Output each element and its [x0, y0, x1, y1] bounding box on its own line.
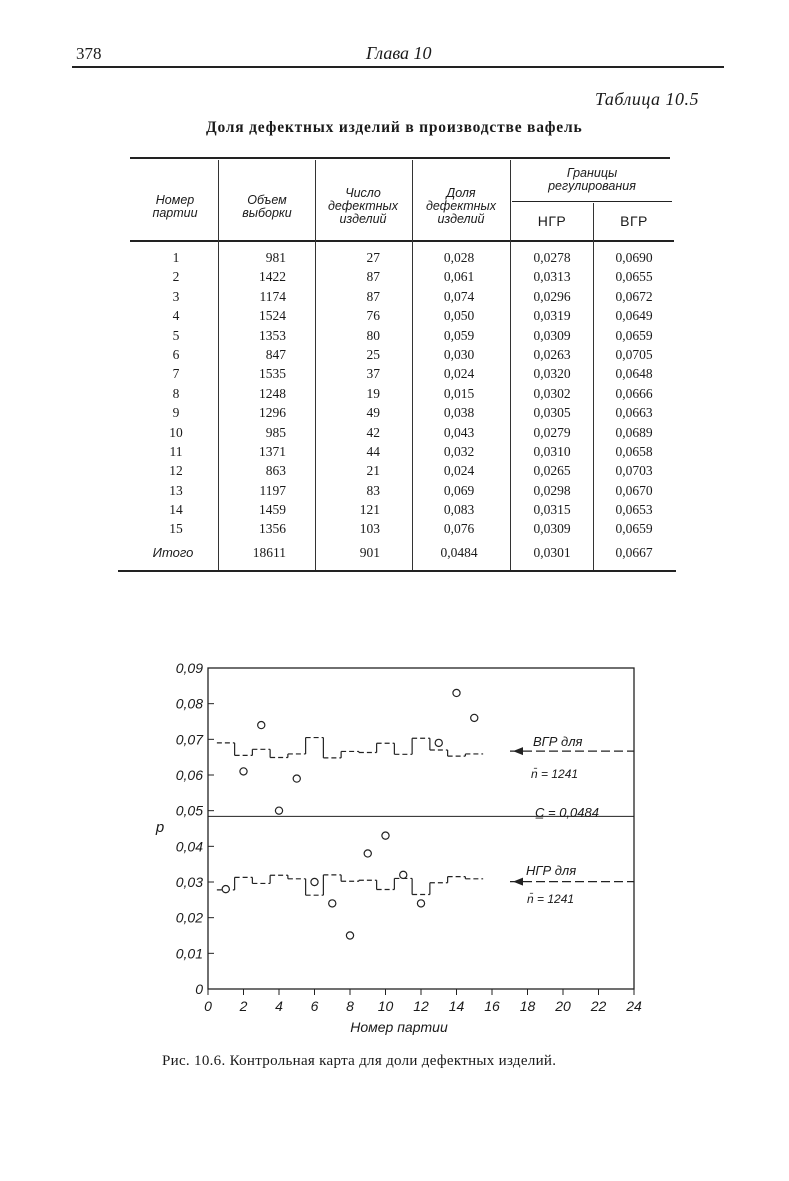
x-tick-label: 16	[484, 998, 500, 1014]
data-point	[329, 900, 336, 907]
defect-fraction-cell: 0,028	[443, 250, 475, 265]
y-tick-label: 0,05	[175, 802, 203, 819]
defect-fraction-cell: 0,059	[443, 327, 475, 343]
sample-size-cell: 1248	[259, 385, 286, 401]
lcl-arrow	[513, 878, 523, 886]
data-point	[364, 850, 371, 857]
defect-fraction-cell: 0,038	[443, 405, 475, 421]
defect-fraction-cell: 0,074	[443, 288, 475, 304]
y-tick-label: 0	[195, 981, 203, 997]
ucl-cell: 0,0649	[615, 308, 653, 324]
x-tick-label: 2	[239, 998, 248, 1014]
y-tick-label: 0,03	[175, 874, 203, 890]
ucl-cell: 0,0655	[615, 269, 653, 285]
data-point	[435, 739, 442, 746]
batch-cell: 13	[169, 482, 183, 498]
batch-cell: 2	[172, 269, 180, 285]
defect-fraction-cell: 0,043	[443, 424, 475, 440]
ucl-cell: 0,0658	[615, 443, 653, 459]
batch-cell: 3	[172, 288, 180, 304]
batch-cell: 10	[169, 424, 183, 440]
lcl-cell: 0,0320	[533, 366, 571, 382]
sample-size-cell: 1197	[259, 482, 286, 498]
x-tick-label: 12	[413, 998, 429, 1014]
data-point	[382, 832, 389, 839]
batch-cell: 1	[172, 250, 180, 265]
sample-size-cell: 1174	[259, 288, 286, 304]
sample-size-cell: 1353	[259, 327, 286, 343]
batch-cell: 7	[172, 366, 180, 382]
ucl-cell: 0,0648	[615, 366, 653, 382]
ucl-cell: 0,0672	[615, 288, 653, 304]
defect-count-cell: 37	[366, 366, 380, 382]
total-defects: 901	[359, 545, 380, 560]
ucl-arrow	[513, 747, 523, 755]
y-tick-label: 0,08	[175, 695, 203, 712]
defect-fraction-cell: 0,030	[443, 346, 475, 362]
data-point	[346, 932, 353, 939]
header-defect-count: Число дефектных изделий	[327, 186, 399, 226]
lcl-cell: 0,0309	[533, 327, 571, 343]
table-title: Доля дефектных изделий в производстве вафель	[206, 119, 583, 136]
y-tick-label: 0,06	[175, 767, 203, 783]
defect-fraction-cell: 0,024	[443, 463, 475, 479]
lcl-cell: 0,0279	[533, 424, 571, 440]
ucl-cell: 0,0670	[615, 482, 653, 498]
ucl-cell: 0,0659	[615, 521, 653, 537]
ucl-cell: 0,0703	[615, 463, 653, 479]
lcl-cell: 0,0296	[533, 288, 571, 304]
lcl-annotation-n: n̄ = 1241	[527, 892, 575, 906]
ucl-cell: 0,0689	[615, 424, 653, 440]
data-point	[400, 871, 407, 878]
lcl-cell: 0,0309	[533, 521, 571, 537]
x-tick-label: 6	[310, 998, 319, 1014]
page-number: 378	[76, 44, 102, 63]
y-tick-label: 0,01	[175, 945, 203, 962]
batch-cell: 8	[172, 385, 180, 401]
ucl-cell: 0,0690	[615, 250, 653, 265]
lcl-cell: 0,0278	[533, 250, 571, 265]
defect-fraction-cell: 0,050	[443, 308, 475, 324]
lcl-cell: 0,0265	[533, 463, 571, 479]
x-tick-label: 8	[346, 998, 354, 1014]
defect-fraction-cell: 0,061	[443, 269, 475, 285]
lcl-cell: 0,0305	[533, 405, 571, 421]
y-tick-label: 0,09	[175, 660, 203, 676]
sample-size-cell: 985	[265, 424, 286, 440]
data-point	[240, 768, 247, 775]
defect-fraction-cell: 0,024	[443, 366, 475, 382]
ucl-cell: 0,0663	[615, 405, 653, 421]
defect-fraction-cell: 0,083	[443, 502, 475, 518]
data-point	[417, 900, 424, 907]
sample-size-cell: 863	[265, 463, 286, 479]
y-tick-label: 0,04	[175, 838, 203, 855]
lcl-cell: 0,0313	[533, 269, 571, 285]
ucl-cell: 0,0666	[615, 385, 653, 401]
header-lcl: НГР	[537, 213, 567, 229]
batch-cell: 12	[169, 463, 183, 479]
x-tick-label: 20	[555, 998, 571, 1014]
total-sample: 18611	[252, 545, 286, 560]
defect-fraction-cell: 0,069	[443, 482, 475, 498]
x-tick-label: 4	[275, 998, 283, 1014]
lcl-cell: 0,0302	[533, 385, 571, 401]
ucl-cell: 0,0705	[615, 346, 653, 362]
header-ucl: ВГР	[620, 213, 648, 229]
lcl-cell: 0,0315	[533, 502, 571, 518]
total-label: Итого	[152, 545, 194, 560]
center-annotation: C̲ = 0,0484	[535, 805, 599, 820]
chapter-title: Глава 10	[366, 43, 432, 63]
defect-fraction-cell: 0,015	[443, 385, 475, 401]
sample-size-cell: 1296	[259, 405, 286, 421]
data-point	[275, 807, 282, 814]
batch-cell: 4	[172, 308, 180, 324]
ucl-annotation-title: ВГР для	[533, 734, 583, 749]
x-tick-label: 14	[448, 998, 465, 1014]
data-point	[471, 714, 478, 721]
data-point	[293, 775, 300, 782]
defect-count-cell: 25	[366, 346, 380, 362]
lcl-cell: 0,0298	[533, 482, 571, 498]
y-tick-label: 0,02	[175, 909, 203, 926]
defect-fraction-cell: 0,032	[443, 443, 475, 459]
lcl-cell: 0,0310	[533, 443, 571, 459]
defect-count-cell: 44	[366, 443, 380, 459]
batch-cell: 6	[172, 346, 180, 362]
defect-count-cell: 80	[366, 327, 380, 343]
defect-count-cell: 49	[366, 405, 380, 421]
x-axis-label: Номер партии	[350, 1019, 448, 1035]
sample-size-cell: 1422	[259, 269, 286, 285]
total-lcl: 0,0301	[533, 545, 571, 560]
sample-size-cell: 1371	[259, 443, 286, 459]
x-tick-label: 10	[377, 998, 394, 1014]
x-tick-label: 24	[626, 998, 642, 1014]
defect-count-cell: 87	[366, 288, 380, 304]
batch-cell: 11	[169, 443, 183, 459]
lcl-annotation-title: НГР для	[526, 863, 577, 878]
ucl-cell: 0,0659	[615, 327, 653, 343]
table-number: Таблица 10.5	[595, 89, 700, 109]
defect-count-cell: 27	[366, 250, 380, 265]
defect-count-cell: 121	[359, 502, 380, 518]
ucl-cell: 0,0653	[615, 502, 653, 518]
total-fraction: 0,0484	[440, 545, 478, 560]
header-defect-fraction: Доля дефектных изделий	[425, 186, 497, 226]
plot-frame	[208, 668, 634, 989]
defect-count-cell: 83	[366, 482, 380, 498]
header-sample-size: Объем выборки	[242, 193, 292, 220]
defect-count-cell: 76	[366, 308, 380, 324]
defect-count-cell: 21	[366, 463, 380, 479]
x-tick-label: 0	[204, 998, 212, 1014]
batch-cell: 14	[169, 502, 183, 518]
defect-count-cell: 103	[359, 521, 380, 537]
header-control-limits: Границы регулирования	[548, 166, 636, 193]
batch-cell: 5	[172, 327, 180, 343]
lcl-cell: 0,0319	[533, 308, 571, 324]
ucl-annotation-n: n̄ = 1241	[531, 767, 579, 781]
sample-size-cell: 1459	[259, 502, 286, 518]
data-point	[222, 886, 229, 893]
data-point	[258, 721, 265, 728]
x-tick-label: 18	[519, 998, 536, 1014]
y-tick-label: 0,07	[175, 731, 203, 748]
defect-count-cell: 19	[366, 385, 380, 401]
figure-caption: Рис. 10.6. Контрольная карта для доли дефектных изделий.	[162, 1053, 557, 1069]
batch-cell: 9	[172, 405, 180, 421]
data-point	[311, 878, 318, 885]
sample-size-cell: 1524	[259, 308, 286, 324]
defect-count-cell: 87	[366, 269, 380, 285]
y-axis-label: p	[155, 819, 165, 836]
defect-count-cell: 42	[366, 424, 380, 440]
defect-fraction-cell: 0,076	[443, 521, 475, 537]
sample-size-cell: 1356	[259, 521, 286, 537]
header-batch: Номер партии	[152, 193, 198, 220]
x-tick-label: 22	[590, 998, 607, 1014]
total-ucl: 0,0667	[615, 545, 653, 560]
sample-size-cell: 981	[265, 250, 286, 265]
batch-cell: 15	[169, 521, 183, 537]
sample-size-cell: 847	[265, 346, 286, 362]
lcl-cell: 0,0263	[533, 346, 571, 362]
sample-size-cell: 1535	[259, 366, 286, 382]
data-point	[453, 689, 460, 696]
